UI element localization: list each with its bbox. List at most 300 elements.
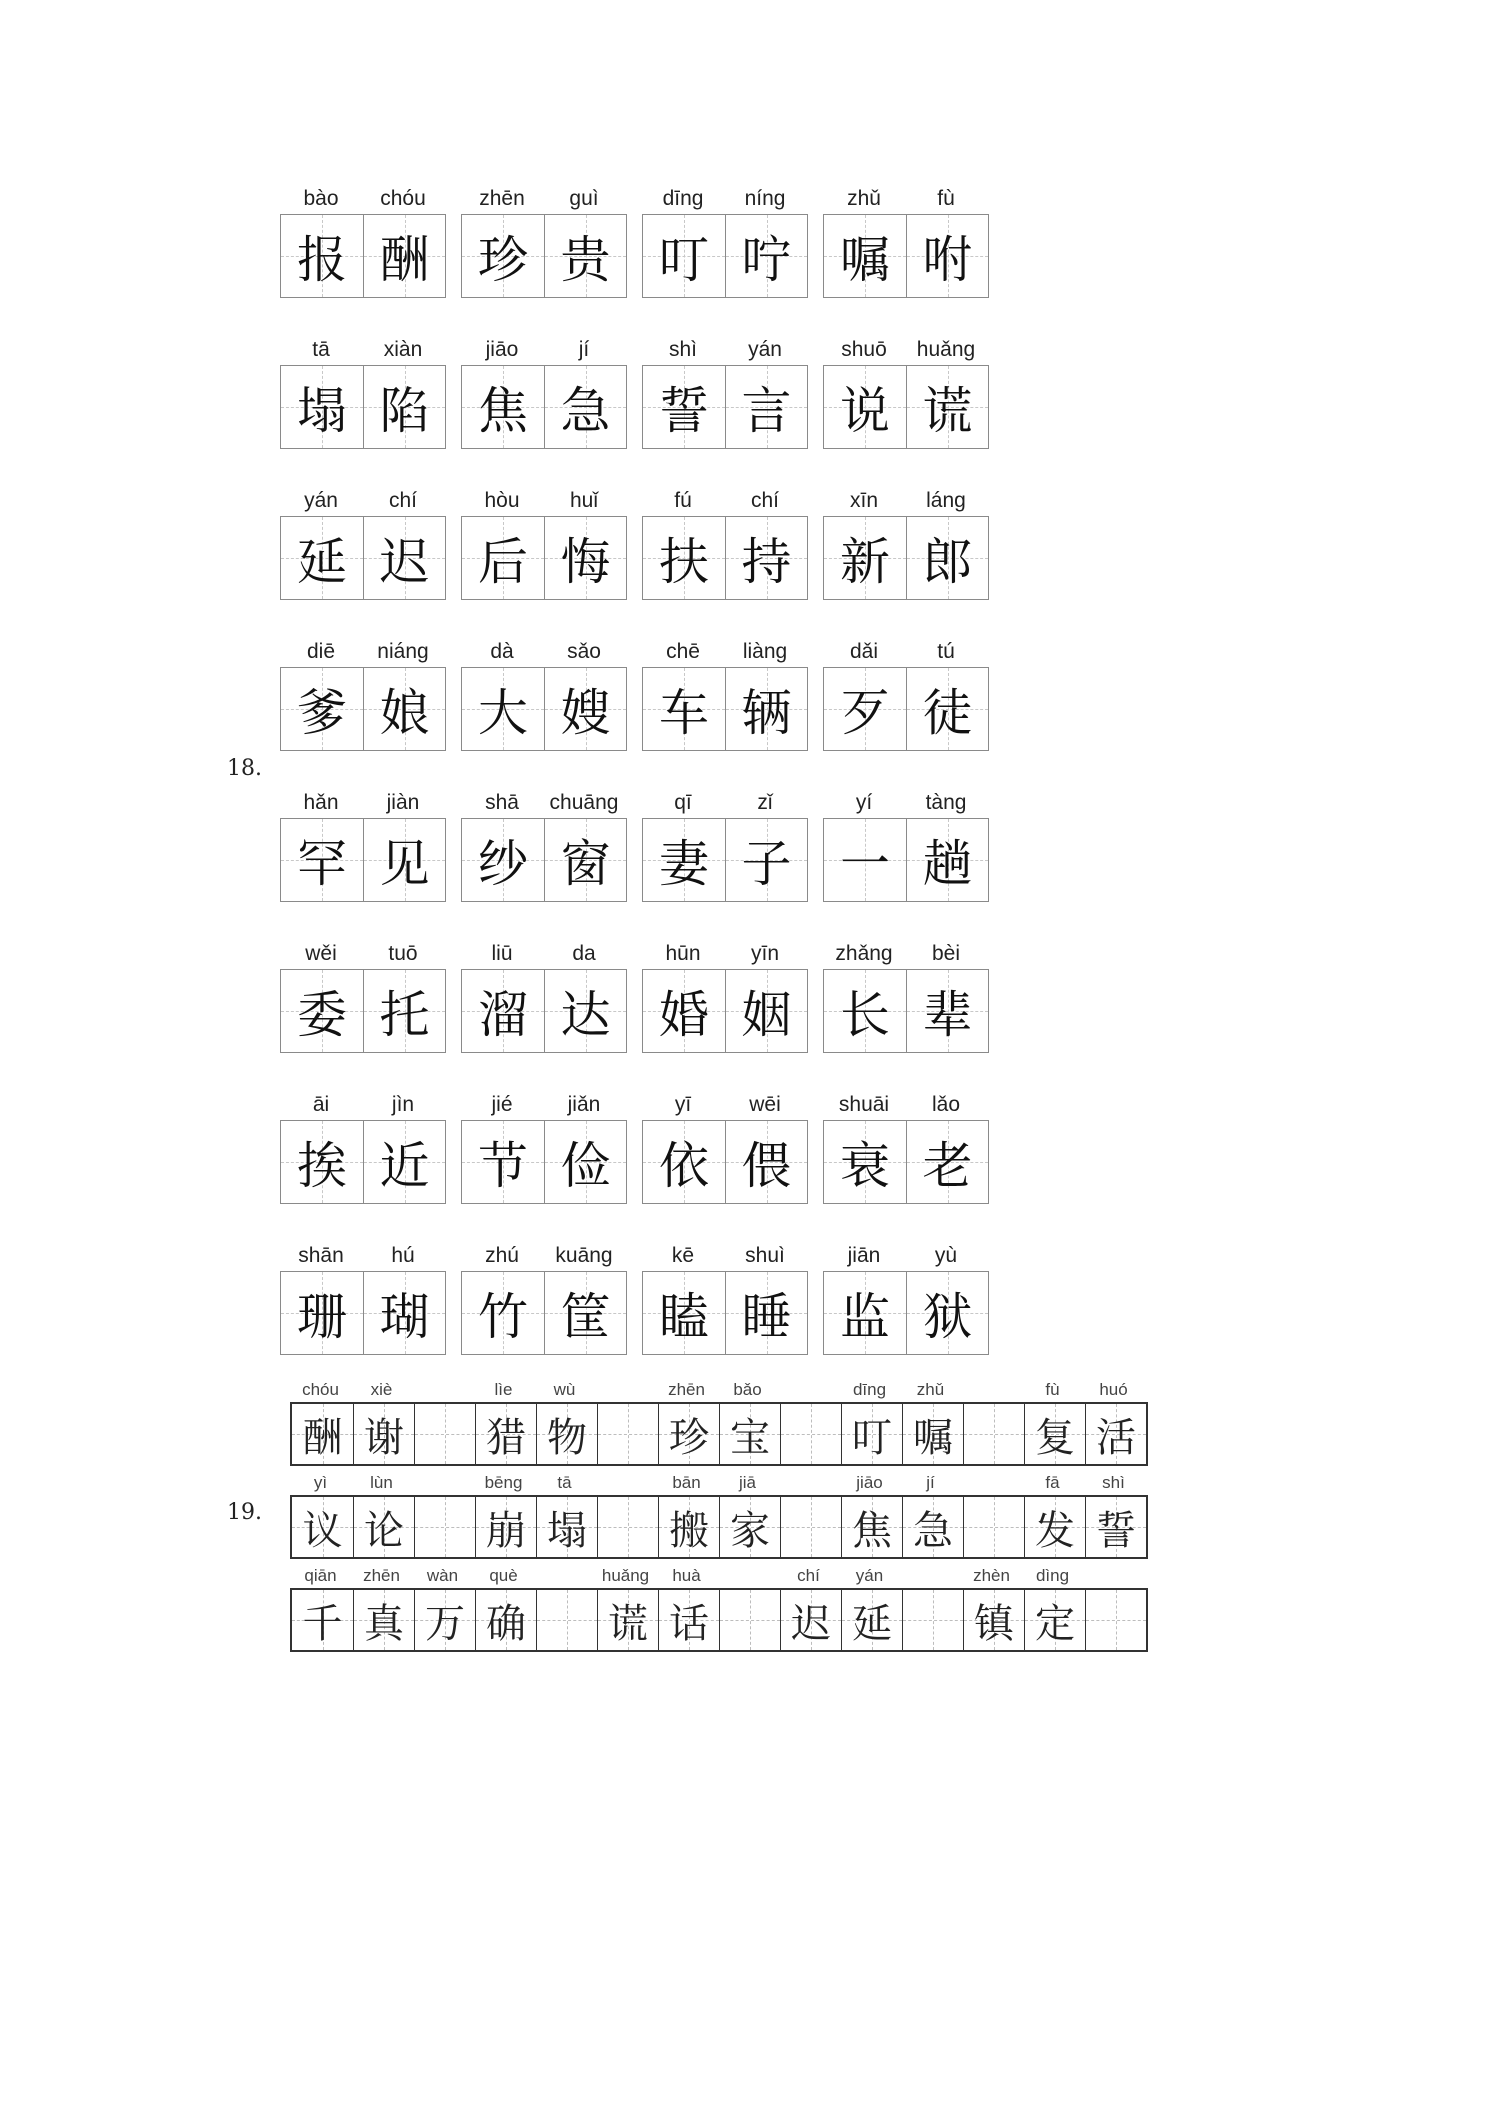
- tianzige-cell: [363, 366, 445, 448]
- writing-cell: [414, 1497, 475, 1557]
- pinyin-label: bēng: [484, 1473, 523, 1492]
- pinyin-label: fú: [674, 489, 692, 512]
- hanzi-character: 托: [379, 986, 430, 1044]
- written-character: 谎: [608, 1600, 648, 1647]
- written-character: [720, 1590, 780, 1650]
- tianzige-cell: [281, 970, 363, 1052]
- hanzi-character: 迟: [379, 533, 430, 591]
- pinyin-label: zhǔ: [916, 1380, 945, 1399]
- pinyin-label: zhēn: [668, 1380, 705, 1399]
- written-character: 搬: [669, 1507, 709, 1554]
- tianzige-cell: [725, 517, 807, 599]
- hanzi-character: 俭: [560, 1137, 611, 1195]
- written-character: 焦: [852, 1507, 892, 1554]
- hanzi-character: 珊: [297, 1288, 347, 1346]
- tianzige-cell: [643, 819, 725, 901]
- tianzige-cell: [462, 668, 544, 750]
- written-character: [415, 1404, 475, 1464]
- pinyin-label: liū: [491, 942, 513, 965]
- written-character: 迟: [791, 1600, 831, 1647]
- written-character: 物: [547, 1414, 587, 1461]
- hanzi-character: 瞌: [659, 1288, 709, 1346]
- hanzi-character: 一: [840, 835, 890, 893]
- hanzi-character: 子: [741, 835, 792, 893]
- writing-cell: [1024, 1404, 1085, 1464]
- hanzi-character: 咛: [741, 231, 792, 289]
- pinyin-label: chí: [797, 1566, 820, 1585]
- tianzige-cell: [643, 1121, 725, 1203]
- writing-cell: [414, 1590, 475, 1650]
- tianzige-cell: [462, 215, 544, 297]
- pinyin-label: [534, 1566, 595, 1586]
- written-character: [903, 1590, 963, 1650]
- hanzi-character: 叮: [659, 231, 709, 289]
- pinyin-label: lìe: [494, 1380, 513, 1399]
- pinyin-label: zhèn: [973, 1566, 1010, 1585]
- hanzi-character: 辈: [922, 986, 973, 1044]
- hanzi-character: 珍: [478, 231, 528, 289]
- pinyin-label: huǎng: [601, 1566, 650, 1585]
- writing-cell: [1085, 1590, 1146, 1650]
- tianzige-cell: [824, 366, 906, 448]
- writing-cell: [475, 1497, 536, 1557]
- writing-cell: [597, 1590, 658, 1650]
- pinyin-label: fù: [1045, 1380, 1060, 1399]
- pinyin-label: niáng: [377, 640, 429, 663]
- pinyin-label: sǎo: [567, 640, 601, 663]
- hanzi-character: 偎: [741, 1137, 792, 1195]
- hanzi-character: 焦: [478, 382, 528, 440]
- pinyin-label: chuāng: [549, 791, 619, 814]
- writing-cell: [719, 1497, 780, 1557]
- hanzi-character: 筐: [560, 1288, 611, 1346]
- pinyin-label: zhēn: [363, 1566, 400, 1585]
- pinyin-label: diē: [306, 640, 336, 663]
- written-character: 发: [1035, 1507, 1075, 1554]
- hanzi-character: 悔: [560, 533, 611, 591]
- hanzi-character: 达: [560, 986, 611, 1044]
- writing-cell: [841, 1590, 902, 1650]
- writing-cell: [597, 1497, 658, 1557]
- pinyin-label: wěi: [305, 942, 337, 965]
- pinyin-label: tā: [557, 1473, 572, 1492]
- pinyin-label: zhēn: [479, 187, 525, 210]
- written-character: 急: [913, 1507, 953, 1554]
- hanzi-character: 竹: [478, 1288, 528, 1346]
- pinyin-label: dìng: [1035, 1566, 1070, 1585]
- pinyin-label: [717, 1566, 778, 1586]
- writing-cell: [292, 1590, 353, 1650]
- hanzi-character: 长: [840, 986, 890, 1044]
- tianzige-cell: [643, 1272, 725, 1354]
- writing-cell: [597, 1404, 658, 1464]
- pinyin-label: chóu: [302, 1380, 339, 1399]
- hanzi-character: 依: [659, 1137, 709, 1195]
- tianzige-cell: [824, 215, 906, 297]
- hanzi-character: 徒: [922, 684, 973, 742]
- hanzi-character: 婚: [659, 986, 709, 1044]
- written-character: 谢: [364, 1414, 404, 1461]
- hanzi-character: 瑚: [379, 1288, 430, 1346]
- tianzige-cell: [824, 668, 906, 750]
- tianzige-cell: [906, 819, 988, 901]
- pinyin-label: fù: [937, 187, 955, 210]
- hanzi-character: 嫂: [560, 684, 611, 742]
- tianzige-cell: [363, 215, 445, 297]
- writing-cell: [780, 1404, 841, 1464]
- written-character: 崩: [486, 1507, 526, 1554]
- writing-cell: [292, 1497, 353, 1557]
- pinyin-label: shān: [298, 1244, 344, 1267]
- pinyin-label: āi: [312, 1093, 330, 1116]
- pinyin-label: tuō: [388, 942, 418, 965]
- tianzige-cell: [363, 970, 445, 1052]
- writing-cell: [963, 1497, 1024, 1557]
- pinyin-label: hǎn: [303, 791, 339, 814]
- written-character: 延: [852, 1600, 892, 1647]
- pinyin-label: dǎi: [849, 640, 879, 663]
- pinyin-label: xiàn: [383, 338, 423, 361]
- writing-cell: [536, 1404, 597, 1464]
- hanzi-character: 急: [560, 382, 611, 440]
- pinyin-label: què: [489, 1566, 518, 1585]
- hanzi-character: 持: [741, 533, 792, 591]
- tianzige-cell: [462, 1121, 544, 1203]
- written-character: 宝: [730, 1414, 770, 1461]
- tianzige-cell: [363, 819, 445, 901]
- tianzige-cell: [643, 366, 725, 448]
- tianzige-cell: [363, 517, 445, 599]
- tianzige-cell: [544, 819, 626, 901]
- pinyin-label: wēi: [749, 1093, 781, 1116]
- tianzige-cell: [906, 668, 988, 750]
- writing-cell: [902, 1590, 963, 1650]
- writing-cell: [658, 1590, 719, 1650]
- tianzige-cell: [824, 1272, 906, 1354]
- pinyin-label: chē: [666, 640, 700, 663]
- writing-cell: [658, 1497, 719, 1557]
- writing-cell: [536, 1590, 597, 1650]
- hanzi-character: 挨: [297, 1137, 347, 1195]
- pinyin-label: qiān: [304, 1566, 337, 1585]
- written-character: 定: [1035, 1600, 1075, 1647]
- hanzi-character: 委: [297, 986, 347, 1044]
- pinyin-label: yán: [304, 489, 338, 512]
- hanzi-character: 言: [741, 382, 792, 440]
- tianzige-cell: [281, 517, 363, 599]
- writing-cell: [902, 1404, 963, 1464]
- pinyin-label: tú: [937, 640, 955, 663]
- hanzi-character: 辆: [741, 684, 792, 742]
- pinyin-label: huà: [672, 1566, 701, 1585]
- pinyin-label: [412, 1380, 473, 1400]
- hanzi-character: 纱: [478, 835, 528, 893]
- pinyin-label: huó: [1099, 1380, 1128, 1399]
- pinyin-label: shì: [668, 338, 697, 361]
- pinyin-label: zhú: [485, 1244, 519, 1267]
- tianzige-cell: [462, 517, 544, 599]
- hanzi-character: 监: [840, 1288, 890, 1346]
- question-number-18: 18.: [227, 756, 262, 781]
- pinyin-label: hūn: [665, 942, 701, 965]
- pinyin-label: dà: [490, 640, 514, 663]
- pinyin-label: chóu: [380, 187, 426, 210]
- pinyin-label: shā: [485, 791, 519, 814]
- pinyin-label: bèi: [931, 942, 961, 965]
- written-character: 确: [486, 1600, 526, 1647]
- tianzige-cell: [281, 366, 363, 448]
- written-character: [537, 1590, 597, 1650]
- pinyin-label: shì: [1102, 1473, 1125, 1492]
- pinyin-label: jiān: [847, 1244, 881, 1267]
- written-character: 珍: [669, 1414, 709, 1461]
- tianzige-cell: [725, 215, 807, 297]
- tianzige-cell: [363, 668, 445, 750]
- tianzige-cell: [544, 970, 626, 1052]
- pinyin-label: qī: [674, 791, 692, 814]
- writing-cell: [1024, 1497, 1085, 1557]
- tianzige-cell: [544, 1272, 626, 1354]
- hanzi-character: 谎: [922, 382, 973, 440]
- pinyin-label: láng: [926, 489, 966, 512]
- writing-cell: [475, 1590, 536, 1650]
- hanzi-character: 睡: [741, 1288, 792, 1346]
- tianzige-cell: [363, 1121, 445, 1203]
- writing-cell: [1024, 1590, 1085, 1650]
- pinyin-label: xiè: [370, 1380, 393, 1399]
- hanzi-character: 妻: [659, 835, 709, 893]
- writing-cell: [536, 1497, 597, 1557]
- written-character: [415, 1497, 475, 1557]
- tianzige-cell: [906, 366, 988, 448]
- tianzige-cell: [906, 517, 988, 599]
- pinyin-label: yī: [674, 1093, 692, 1116]
- pinyin-label: lǎo: [931, 1093, 961, 1116]
- pinyin-label: [900, 1566, 961, 1586]
- writing-cell: [292, 1404, 353, 1464]
- hanzi-character: 罕: [297, 835, 347, 893]
- pinyin-label: bān: [672, 1473, 701, 1492]
- writing-cell: [1085, 1404, 1146, 1464]
- tianzige-cell: [824, 1121, 906, 1203]
- hanzi-character: 郎: [922, 533, 973, 591]
- hanzi-character: 爹: [297, 684, 347, 742]
- written-character: 猎: [486, 1414, 526, 1461]
- written-character: [964, 1497, 1024, 1557]
- pinyin-label: kuāng: [555, 1244, 613, 1267]
- pinyin-label: jiāo: [485, 338, 519, 361]
- tianzige-cell: [725, 668, 807, 750]
- pinyin-label: hòu: [484, 489, 520, 512]
- pinyin-label: chí: [388, 489, 417, 512]
- pinyin-label: yì: [313, 1473, 328, 1492]
- writing-cell: [1085, 1497, 1146, 1557]
- hanzi-character: 溜: [478, 986, 528, 1044]
- hanzi-character: 贵: [560, 231, 611, 289]
- hanzi-character: 节: [478, 1137, 528, 1195]
- tianzige-cell: [281, 668, 363, 750]
- writing-cell: [963, 1404, 1024, 1464]
- written-character: 万: [425, 1600, 465, 1647]
- written-character: [598, 1404, 658, 1464]
- pinyin-label: [961, 1473, 1022, 1493]
- pinyin-label: zhǎng: [835, 942, 893, 965]
- pinyin-label: hú: [391, 1244, 415, 1267]
- pinyin-label: yù: [934, 1244, 958, 1267]
- pinyin-label: [595, 1380, 656, 1400]
- written-character: [964, 1404, 1024, 1464]
- pinyin-label: xīn: [849, 489, 878, 512]
- tianzige-cell: [643, 517, 725, 599]
- writing-cell: [475, 1404, 536, 1464]
- written-character: [1086, 1590, 1146, 1650]
- hanzi-character: 报: [297, 231, 347, 289]
- hanzi-character: 老: [922, 1137, 973, 1195]
- written-character: 话: [669, 1600, 709, 1647]
- tianzige-cell: [544, 215, 626, 297]
- writing-cell: [353, 1590, 414, 1650]
- tianzige-cell: [906, 215, 988, 297]
- tianzige-cell: [725, 1272, 807, 1354]
- writing-cell: [353, 1404, 414, 1464]
- hanzi-character: 窗: [560, 835, 611, 893]
- hanzi-character: 延: [297, 533, 347, 591]
- pinyin-label: jié: [491, 1093, 513, 1116]
- tianzige-cell: [725, 970, 807, 1052]
- pinyin-label: [961, 1380, 1022, 1400]
- tianzige-cell: [462, 1272, 544, 1354]
- pinyin-label: yán: [748, 338, 782, 361]
- pinyin-label: yán: [855, 1566, 884, 1585]
- pinyin-label: wàn: [426, 1566, 459, 1585]
- written-character: 塌: [547, 1507, 587, 1554]
- writing-cell: [902, 1497, 963, 1557]
- pinyin-label: kē: [671, 1244, 695, 1267]
- pinyin-label: jiàn: [386, 791, 420, 814]
- hanzi-character: 趟: [922, 835, 973, 893]
- written-character: 议: [302, 1507, 343, 1554]
- pinyin-label: yīn: [750, 942, 779, 965]
- pinyin-label: níng: [744, 187, 786, 210]
- pinyin-label: tā: [312, 338, 330, 361]
- pinyin-label: da: [572, 942, 596, 965]
- pinyin-label: dīng: [852, 1380, 887, 1399]
- hanzi-character: 车: [659, 684, 709, 742]
- tianzige-cell: [544, 1121, 626, 1203]
- writing-cell: [963, 1590, 1024, 1650]
- pinyin-label: jí: [578, 338, 590, 361]
- written-character: [781, 1404, 841, 1464]
- pinyin-label: jìn: [391, 1093, 415, 1116]
- pinyin-label: wù: [553, 1380, 576, 1399]
- pinyin-label: [412, 1473, 473, 1493]
- written-character: 酬: [302, 1414, 343, 1461]
- writing-cell: [841, 1404, 902, 1464]
- pinyin-label: shuì: [745, 1244, 785, 1267]
- tianzige-cell: [462, 819, 544, 901]
- written-character: 誓: [1096, 1507, 1136, 1554]
- tianzige-cell: [544, 517, 626, 599]
- pinyin-label: bǎo: [733, 1380, 762, 1399]
- written-character: 千: [302, 1600, 343, 1647]
- pinyin-label: jiǎn: [567, 1093, 601, 1116]
- writing-cell: [353, 1497, 414, 1557]
- tianzige-cell: [906, 970, 988, 1052]
- pinyin-label: liàng: [742, 640, 788, 663]
- hanzi-character: 姻: [741, 986, 792, 1044]
- pinyin-label: huǎng: [916, 338, 976, 361]
- hanzi-character: 咐: [922, 231, 973, 289]
- tianzige-cell: [281, 1272, 363, 1354]
- pinyin-label: fā: [1045, 1473, 1060, 1492]
- hanzi-character: 大: [478, 684, 528, 742]
- writing-cell: [841, 1497, 902, 1557]
- hanzi-character: 近: [379, 1137, 430, 1195]
- hanzi-character: 说: [840, 382, 890, 440]
- hanzi-character: 陷: [379, 382, 430, 440]
- hanzi-character: 誓: [659, 382, 709, 440]
- pinyin-label: tàng: [925, 791, 967, 814]
- pinyin-label: shuāi: [838, 1093, 890, 1116]
- pinyin-label: chí: [750, 489, 779, 512]
- written-character: 复: [1035, 1414, 1075, 1461]
- writing-cell: [719, 1404, 780, 1464]
- tianzige-cell: [281, 819, 363, 901]
- tianzige-cell: [363, 1272, 445, 1354]
- question-number-19: 19.: [227, 1500, 262, 1525]
- hanzi-character: 酬: [379, 231, 430, 289]
- pinyin-label: lùn: [370, 1473, 393, 1492]
- tianzige-cell: [906, 1272, 988, 1354]
- hanzi-character: 塌: [297, 382, 347, 440]
- tianzige-cell: [824, 819, 906, 901]
- tianzige-cell: [544, 366, 626, 448]
- written-character: [781, 1497, 841, 1557]
- pinyin-label: bào: [303, 187, 339, 210]
- written-character: 镇: [974, 1600, 1014, 1647]
- writing-cell: [780, 1590, 841, 1650]
- hanzi-character: 见: [379, 835, 430, 893]
- tianzige-cell: [281, 215, 363, 297]
- tianzige-cell: [643, 668, 725, 750]
- tianzige-cell: [725, 819, 807, 901]
- hanzi-character: 后: [478, 533, 528, 591]
- tianzige-cell: [906, 1121, 988, 1203]
- hanzi-character: 狱: [922, 1288, 973, 1346]
- tianzige-cell: [281, 1121, 363, 1203]
- tianzige-cell: [462, 970, 544, 1052]
- written-character: 真: [364, 1600, 404, 1647]
- pinyin-label: [778, 1380, 839, 1400]
- written-character: 家: [730, 1507, 770, 1554]
- written-character: 嘱: [913, 1414, 953, 1461]
- tianzige-cell: [643, 970, 725, 1052]
- tianzige-cell: [725, 366, 807, 448]
- pinyin-label: [1083, 1566, 1144, 1586]
- writing-cell: [780, 1497, 841, 1557]
- hanzi-character: 嘱: [840, 231, 890, 289]
- writing-cell: [719, 1590, 780, 1650]
- written-character: 叮: [852, 1414, 892, 1461]
- pinyin-label: jiā: [738, 1473, 756, 1492]
- hanzi-character: 新: [840, 533, 890, 591]
- pinyin-label: yí: [855, 791, 873, 814]
- pinyin-label: [778, 1473, 839, 1493]
- tianzige-cell: [643, 215, 725, 297]
- pinyin-label: zhǔ: [847, 187, 881, 210]
- pinyin-label: zǐ: [757, 791, 773, 814]
- tianzige-cell: [462, 366, 544, 448]
